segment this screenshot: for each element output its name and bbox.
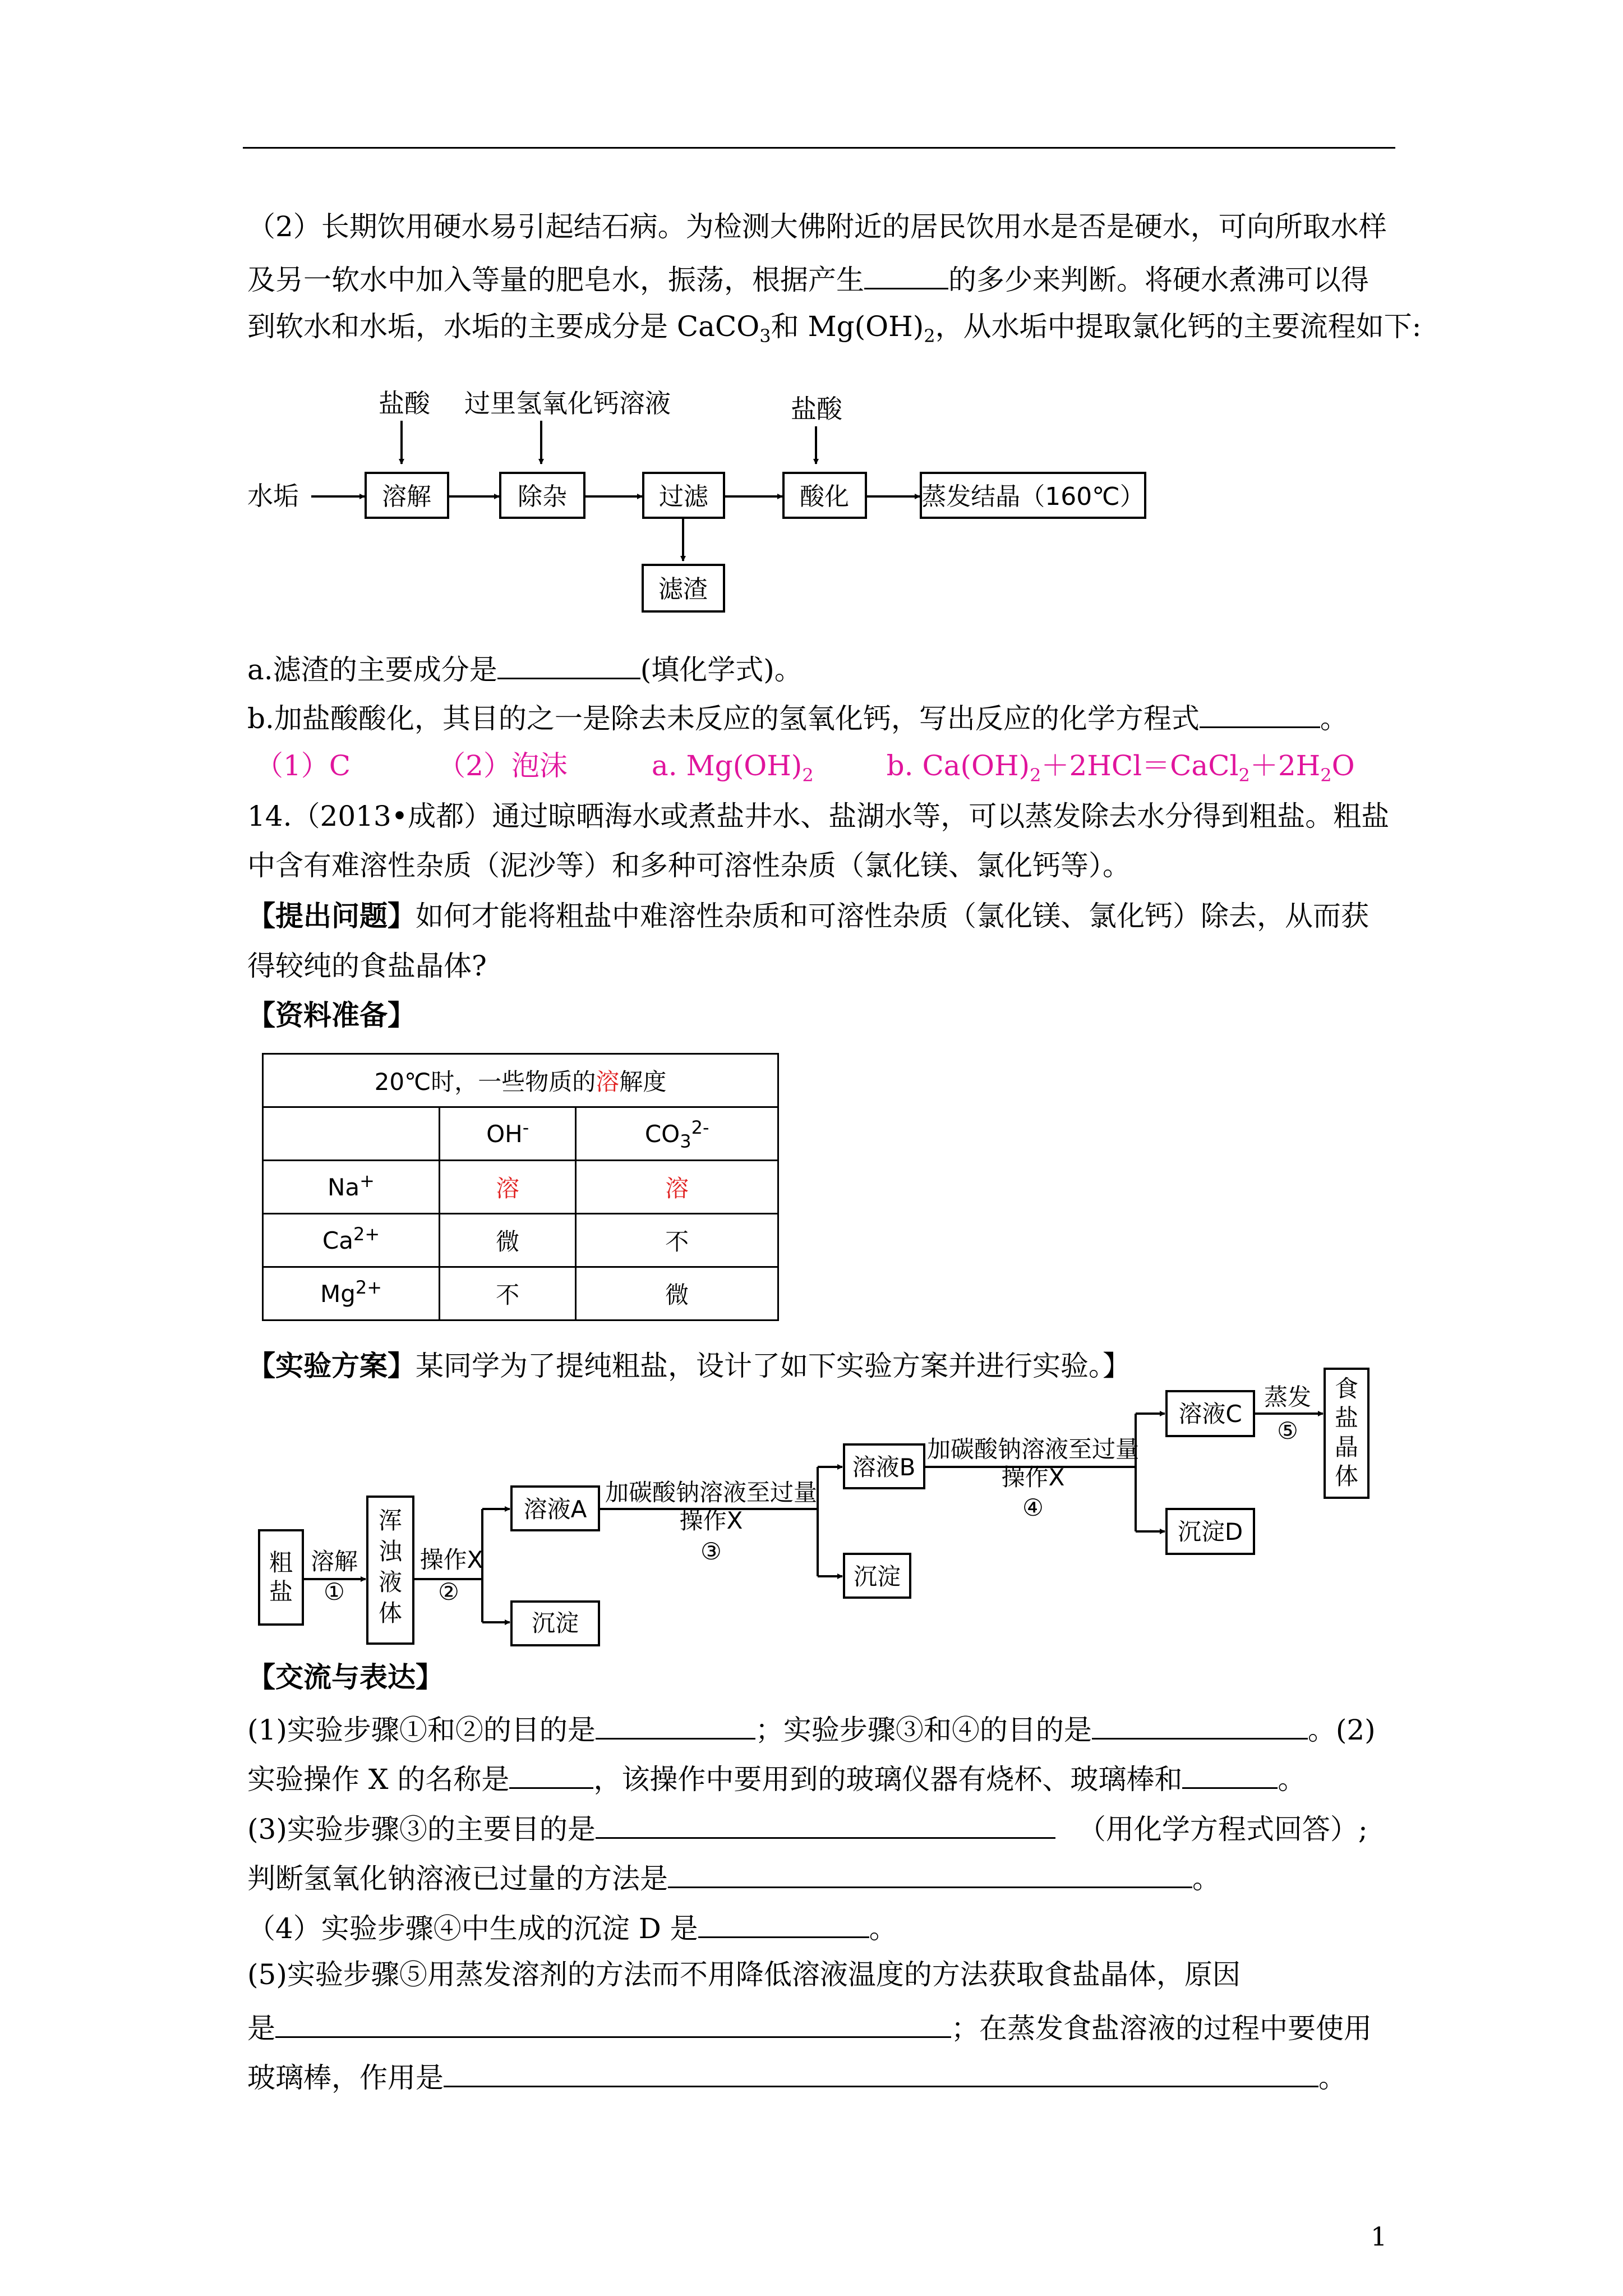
flowchart-scale-extraction [0,0,1623,645]
table-title-b: 溶 [596,1068,620,1096]
step-3: ③ [700,1538,722,1565]
answer-blank[interactable] [497,650,640,679]
disc-text: （用化学方程式回答）; [1077,1813,1368,1846]
subscript: 3 [759,325,771,347]
superscript: 2- [691,1116,709,1138]
answer-blank[interactable] [444,2058,1318,2087]
reagent-hcl-2: 盐酸 [791,394,842,424]
disc-text: 玻璃棒，作用是 [247,2062,444,2094]
subscript: 2 [802,765,814,786]
disc-text: 实验操作 X 的名称是 [247,1763,510,1796]
solubility-table [262,1053,779,1321]
answer-b-3: ＋2H [1249,749,1321,782]
add-sodium-carbonate-3: 加碳酸钠溶液至过量 [605,1479,818,1506]
col-header-oh-text: OH [486,1120,523,1148]
disc-text: 。(2) [1307,1714,1376,1746]
precipitate-1-label: 沉淀 [531,1609,579,1637]
superscript: 2+ [353,1223,380,1245]
answer-blank[interactable] [1200,698,1320,728]
ion-label: Mg [320,1280,356,1308]
answer-1: （1）C [255,749,351,782]
disc-text: (1)实验步骤①和②的目的是 [247,1714,596,1746]
table-corner [263,1107,440,1161]
step-4: ④ [1022,1494,1044,1521]
formula-mgoh2: 和 Mg(OH) [771,310,924,343]
superscript: + [359,1170,375,1191]
answer-b-4: O [1331,749,1355,782]
salt-crystal-char: 晶 [1334,1433,1359,1461]
answers-line [255,749,1355,786]
superscript: - [522,1116,529,1138]
heading-raise-question: 【提出问题】 [247,899,416,932]
qa-b-text-b: 。 [1320,702,1348,735]
qa-b-text: b.加盐酸酸化，其目的之一是除去未反应的氢氧化钙，写出反应的化学方程式 [247,702,1200,735]
op-x-4: 操作X [1001,1464,1065,1491]
answer-b: b. Ca(OH) [886,749,1030,782]
table-title [263,1054,778,1107]
disc-text: 。 [1192,1862,1220,1895]
table-row [263,1161,778,1214]
subscript: 3 [680,1130,691,1152]
step-2: ② [438,1578,459,1605]
table-cell: 不 [440,1267,576,1320]
disc-text: (3)实验步骤③的主要目的是 [247,1813,596,1846]
table-title-a: 20℃时，一些物质的 [374,1068,596,1096]
step-1: ① [324,1578,345,1605]
disc-line7 [247,2008,1372,2045]
subscript: 2 [1238,765,1250,786]
flowchart-salt-purification [0,1375,1623,1660]
answer-a: a. Mg(OH) [651,749,803,782]
q14-line1: 14.（2013•成都）通过晾晒海水或煮盐井水、盐湖水等，可以蒸发除去水分得到粗盐。粗盐 [247,800,1390,832]
box-dissolve-label: 溶解 [382,482,431,511]
answer-2: （2）泡沫 [437,749,568,782]
subscript: 2 [1320,765,1332,786]
reagent-caoh2: 过里氢氧化钙溶液 [464,388,671,418]
table-cell: 微 [440,1214,576,1267]
start-scale: 水垢 [247,481,299,511]
q2-line3-text: ，从水垢中提取氯化钙的主要流程如下: [935,310,1422,343]
turbid-char: 体 [378,1599,403,1627]
disc-text: ；在蒸发食盐溶液的过程中要使用 [951,2012,1372,2045]
answer-blank[interactable] [275,2008,951,2038]
table-row [263,1267,778,1320]
row-header [263,1214,440,1267]
answer-b-2: ＋2HCl＝CaCl [1041,749,1239,782]
experiment-plan-line [247,1349,1131,1383]
disc-text: 。 [1318,2062,1347,2094]
add-sodium-carbonate-4: 加碳酸钠溶液至过量 [926,1435,1140,1463]
qa-line-b [247,698,1348,735]
disc-text: 。 [1278,1763,1306,1796]
answer-blank[interactable] [1182,1759,1278,1789]
box-acidify-label: 酸化 [800,482,849,511]
qa-a-text: a.滤渣的主要成分是 [247,654,497,686]
box-filter-label: 过滤 [659,482,708,511]
table-row [263,1214,778,1267]
turbid-char: 浊 [378,1538,403,1565]
op-x-2: 操作X [419,1546,483,1573]
salt-crystal-char: 食 [1334,1375,1359,1402]
answer-blank[interactable] [1092,1710,1308,1740]
qa-a-text-b: (填化学式)。 [640,654,803,686]
col-header-co3-text: CO [644,1120,680,1148]
q14-line2: 中含有难溶性杂质（泥沙等）和多种可溶性杂质（氯化镁、氯化钙等）。 [247,849,1131,882]
solution-c-label: 溶液C [1178,1400,1242,1428]
heading-discussion: 【交流与表达】 [247,1660,444,1694]
col-header-co3 [576,1107,778,1161]
disc-text: ，该操作中要用到的玻璃仪器有烧杯、玻璃棒和 [593,1763,1183,1796]
answer-blank[interactable] [668,1858,1192,1888]
answer-blank[interactable] [596,1710,755,1740]
box-evaporate-label: 蒸发结晶（160℃） [921,482,1145,511]
formula-caco3: 到软水和水垢，水垢的主要成分是 CaCO [247,310,760,343]
disc-text: ；实验步骤③和④的目的是 [755,1714,1092,1746]
q14-line3-text: 如何才能将粗盐中难溶性杂质和可溶性杂质（氯化镁、氯化钙）除去，从而获 [416,900,1369,932]
table-cell: 不 [576,1214,778,1267]
disc-line1 [247,1710,1376,1747]
crude-salt-char: 盐 [269,1578,293,1605]
disc-text: 。 [869,1912,897,1945]
disc-text: （4）实验步骤④中生成的沉淀 D 是 [247,1912,698,1945]
page-number: 1 [1371,2221,1387,2252]
salt-crystal-char: 盐 [1334,1404,1359,1432]
box-residue-label: 滤渣 [658,575,708,604]
q14-line4: 得较纯的食盐晶体? [247,950,487,982]
op-dissolve: 溶解 [310,1548,358,1575]
precipitate-d-label: 沉淀D [1177,1518,1243,1545]
turbid-char: 液 [378,1568,403,1596]
answer-blank[interactable] [698,1908,869,1938]
disc-line6: (5)实验步骤⑤用蒸发溶剂的方法而不用降低溶液温度的方法获取食盐晶体，原因 [247,1958,1241,1991]
reagent-hcl-1: 盐酸 [379,388,430,418]
solution-b-label: 溶液B [852,1453,916,1481]
q2-line2-text: 及另一软水中加入等量的肥皂水，振荡，根据产生 [247,264,864,296]
superscript: 2+ [355,1276,382,1298]
table-title-c: 解度 [619,1068,667,1096]
table-cell: 溶 [440,1161,576,1214]
salt-crystal-char: 体 [1334,1462,1359,1490]
qa-line-a [247,650,803,687]
step-5: ⑤ [1277,1417,1298,1444]
row-header [263,1161,440,1214]
ion-label: Na [328,1173,360,1201]
q14-line3 [247,899,1369,933]
precipitate-2-label: 沉淀 [853,1563,901,1590]
turbid-char: 浑 [378,1507,403,1534]
disc-text: 是 [247,2012,275,2045]
heading-materials: 【资料准备】 [247,999,416,1032]
disc-text: 判断氢氧化钠溶液已过量的方法是 [247,1862,668,1895]
q2-line1: （2）长期饮用硬水易引起结石病。为检测大佛附近的居民饮用水是否是硬水，可向所取水样 [247,210,1387,243]
table-cell: 微 [576,1267,778,1320]
answer-blank[interactable] [596,1809,1055,1839]
disc-line2 [247,1759,1306,1796]
q2-line2-text-b: 的多少来判断。将硬水煮沸可以得 [948,264,1369,296]
op-evaporate: 蒸发 [1264,1383,1312,1411]
op-x-3: 操作X [679,1507,743,1534]
disc-line3 [247,1809,1368,1846]
disc-line5 [247,1908,897,1945]
box-remove-impurity-label: 除杂 [518,482,567,511]
subscript: 2 [1030,765,1041,786]
box-crude-salt [259,1530,303,1625]
solution-a-label: 溶液A [523,1496,587,1523]
disc-line8 [247,2058,1347,2095]
col-header-oh [440,1107,576,1161]
disc-line4 [247,1858,1220,1895]
crude-salt-char: 粗 [269,1549,293,1576]
heading-experiment-plan: 【实验方案】 [247,1349,416,1382]
row-header [263,1267,440,1320]
experiment-plan-text: 某同学为了提纯粗盐，设计了如下实验方案并进行实验。】 [416,1350,1131,1382]
table-cell: 溶 [576,1161,778,1214]
ion-label: Ca [322,1226,353,1254]
subscript: 2 [924,325,935,347]
answer-blank[interactable] [509,1759,593,1789]
